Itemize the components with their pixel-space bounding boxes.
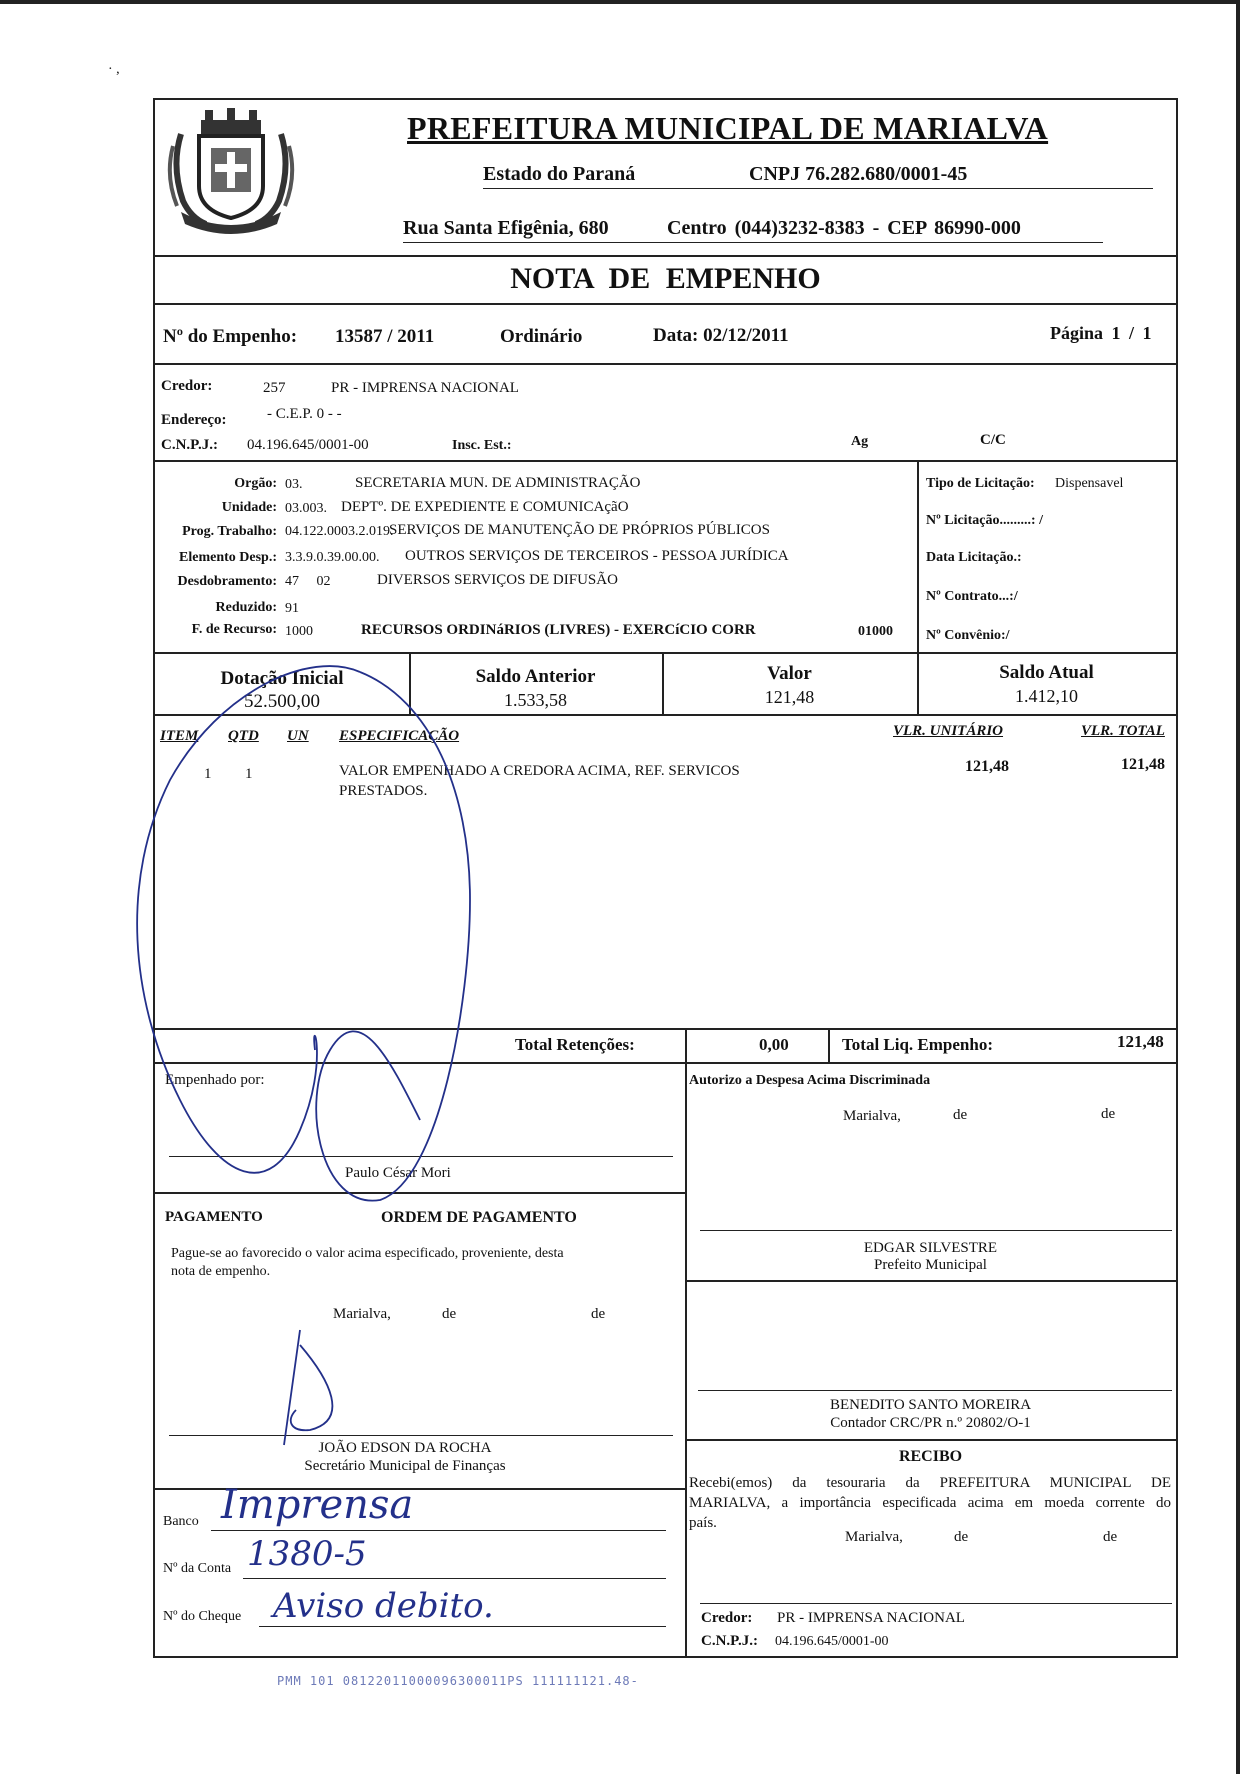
saldo-anterior-label: Saldo Anterior: [475, 666, 596, 687]
classification-label: Unidade:: [221, 500, 277, 515]
recibo-line3: país.: [689, 1515, 717, 1531]
classification-desc: SERVIÇOS DE MANUTENÇÃO DE PRÓPRIOS PÚBLICOS: [389, 522, 770, 538]
tipo-licitacao-label: Tipo de Licitação:: [926, 476, 1035, 491]
numero-convenio: Nº Convênio:/: [926, 628, 1010, 643]
valor-value: 121,48: [764, 687, 815, 707]
col-item: ITEM: [160, 728, 199, 744]
empenhado-name: Paulo César Mori: [345, 1165, 451, 1181]
page-title: PREFEITURA MUNICIPAL DE MARIALVA: [407, 110, 1049, 146]
cheque-handwritten: Aviso debito.: [273, 1586, 494, 1626]
classification-code: 03.: [285, 477, 303, 492]
pagamento-label: PAGAMENTO: [165, 1209, 263, 1225]
empenho-date: Data: 02/12/2011: [653, 325, 789, 346]
pagamento-de2: de: [591, 1306, 606, 1322]
classification-label: Prog. Trabalho:: [182, 524, 277, 539]
data-licitacao: Data Licitação.:: [926, 550, 1022, 565]
classification-label: Elemento Desp.:: [179, 550, 277, 565]
dotacao-label: Dotação Inicial: [220, 668, 344, 689]
recibo-cnpj-value: 04.196.645/0001-00: [775, 1634, 889, 1649]
retencoes-label: Total Retenções:: [515, 1035, 635, 1054]
item-total-value: 121,48: [1121, 756, 1165, 773]
item-unit-value: 121,48: [965, 758, 1009, 775]
autorizo-de2: de: [1101, 1106, 1116, 1122]
empenho-number-label: Nº do Empenho:: [163, 326, 298, 347]
item-qtd: 1: [245, 766, 253, 782]
footer-machine-code: PMM 101 08122011000096300011PS 111111121.48-: [277, 1674, 639, 1688]
empenhado-label: Empenhado por:: [165, 1072, 265, 1088]
autorizo-de1: de: [953, 1107, 968, 1123]
col-vlr-unitario: VLR. UNITÁRIO: [893, 723, 1004, 739]
item-number: 1: [204, 766, 212, 782]
cnpj-value: 04.196.645/0001-00: [247, 437, 369, 453]
district-phone-header: Centro (044)3232-8383 - CEP 86990-000: [667, 217, 1021, 239]
recibo-cnpj-label: C.N.P.J.:: [701, 1633, 758, 1649]
address-header: Rua Santa Efigênia, 680: [403, 217, 609, 239]
empenho-number: 13587 / 2011: [335, 326, 435, 347]
item-spec-line1: VALOR EMPENHADO A CREDORA ACIMA, REF. SERVICOS: [339, 763, 740, 779]
classification-label: Desdobramento:: [177, 574, 277, 589]
contador-role: Contador CRC/PR n.º 20802/O-1: [830, 1415, 1031, 1431]
cnpj-label: C.N.P.J.:: [161, 437, 218, 453]
state-label: Estado do Paraná: [483, 163, 636, 185]
classification-code: 91: [285, 601, 299, 616]
credor-name: PR - IMPRENSA NACIONAL: [331, 380, 519, 396]
ink-oval-signature: [137, 666, 360, 1173]
recibo-de1: de: [954, 1529, 969, 1545]
pagamento-text-line2: nota de empenho.: [171, 1264, 271, 1279]
page-number: Página 1 / 1: [1050, 323, 1152, 343]
autorizo-place: Marialva,: [843, 1108, 901, 1124]
classification-label: Orgão:: [234, 476, 277, 491]
classification-desc: SECRETARIA MUN. DE ADMINISTRAÇÃO: [355, 475, 641, 491]
dotacao-value: 52.500,00: [244, 691, 320, 712]
pagamento-place: Marialva,: [333, 1306, 391, 1322]
prefeito-role: Prefeito Municipal: [874, 1257, 987, 1273]
cnpj-header: CNPJ 76.282.680/0001-45: [749, 163, 968, 185]
classification-desc: OUTROS SERVIÇOS DE TERCEIROS - PESSOA JURÍDICA: [405, 548, 789, 564]
scan-specks: · ,: [108, 62, 120, 77]
item-spec-line2: PRESTADOS.: [339, 783, 428, 799]
liq-empenho-label: Total Liq. Empenho:: [842, 1035, 993, 1054]
classification-label: F. de Recurso:: [191, 622, 277, 637]
classification-code: 1000: [285, 624, 313, 639]
recibo-line2: MARIALVA, a importância especificada acima em moeda corrente do: [689, 1495, 1171, 1511]
classification-code: 04.122.0003.2.019.: [285, 524, 394, 539]
endereco-value: - C.E.P. 0 - -: [267, 406, 342, 422]
col-un: UN: [287, 728, 309, 744]
credor-label: Credor:: [161, 378, 213, 394]
secretario-role: Secretário Municipal de Finanças: [304, 1458, 506, 1474]
tipo-licitacao-value: Dispensavel: [1055, 476, 1124, 491]
recibo-line1: Recebi(emos) da tesouraria da PREFEITURA MUNICIPAL DE: [689, 1475, 1171, 1491]
recibo-credor-value: PR - IMPRENSA NACIONAL: [777, 1610, 965, 1626]
pagamento-text-line1: Pague-se ao favorecido o valor acima especificado, proveniente, desta: [171, 1246, 564, 1261]
contador-name: BENEDITO SANTO MOREIRA: [829, 1397, 1032, 1413]
recibo-label: RECIBO: [898, 1448, 963, 1465]
classification-code: 47 02: [285, 574, 331, 589]
doc-title: NOTA DE EMPENHO: [510, 262, 821, 295]
credor-code: 257: [263, 380, 286, 396]
saldo-anterior-value: 1.533,58: [504, 690, 567, 710]
saldo-atual-value: 1.412,10: [1015, 686, 1078, 706]
insc-est-label: Insc. Est.:: [452, 438, 512, 453]
classification-extra: 01000: [858, 624, 893, 639]
classification-desc: DEPTº. DE EXPEDIENTE E COMUNICAçãO: [341, 499, 629, 515]
col-qtd: QTD: [228, 728, 259, 744]
retencoes-value: 0,00: [759, 1035, 789, 1054]
classification-desc: DIVERSOS SERVIÇOS DE DIFUSÃO: [377, 572, 618, 588]
recibo-credor-label: Credor:: [701, 1610, 753, 1626]
classification-label: Reduzido:: [215, 600, 277, 615]
classification-code: 03.003.: [285, 501, 327, 516]
col-vlr-total: VLR. TOTAL: [1081, 723, 1165, 739]
classification-code: 3.3.9.0.39.00.00.: [285, 550, 380, 565]
recibo-place: Marialva,: [845, 1529, 903, 1545]
cheque-label: Nº do Cheque: [163, 1609, 242, 1624]
liq-empenho-value: 121,48: [1117, 1032, 1164, 1051]
recibo-de2: de: [1103, 1529, 1118, 1545]
conta-label: Nº da Conta: [163, 1561, 232, 1576]
cc-label: C/C: [980, 432, 1006, 448]
endereco-label: Endereço:: [161, 412, 227, 428]
numero-contrato: Nº Contrato...:/: [926, 589, 1018, 604]
saldo-atual-label: Saldo Atual: [999, 662, 1094, 683]
classification-desc: RECURSOS ORDINáRIOS (LIVRES) - EXERCíCIO CORR: [361, 622, 756, 638]
banco-label: Banco: [163, 1514, 199, 1529]
numero-licitacao: Nº Licitação.........: /: [926, 513, 1043, 528]
secretario-name: JOÃO EDSON DA ROCHA: [318, 1440, 492, 1456]
conta-handwritten: 1380-5: [247, 1534, 367, 1574]
pagamento-de1: de: [442, 1306, 457, 1322]
banco-handwritten: Imprensa: [221, 1482, 414, 1528]
prefeito-name: EDGAR SILVESTRE: [863, 1240, 998, 1256]
valor-label: Valor: [767, 663, 812, 684]
empenho-type: Ordinário: [500, 326, 583, 347]
autorizo-label: Autorizo a Despesa Acima Discriminada: [689, 1073, 931, 1088]
col-especificacao: ESPECIFICAÇÃO: [339, 728, 460, 744]
ordem-pagamento-label: ORDEM DE PAGAMENTO: [381, 1209, 577, 1226]
ag-label: Ag: [851, 434, 869, 449]
